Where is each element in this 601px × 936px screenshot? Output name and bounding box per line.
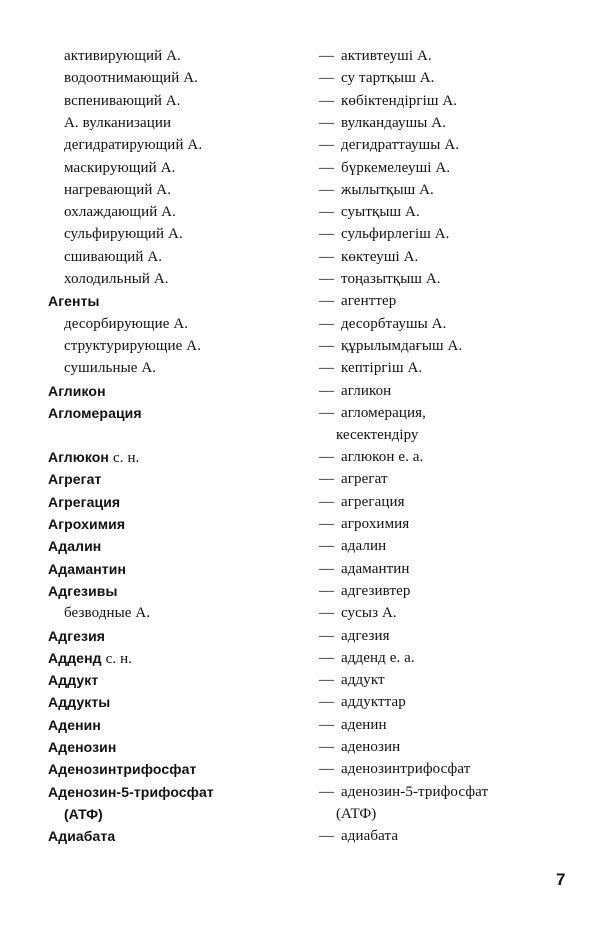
kazakh-translation-text: жылытқыш А. <box>341 181 434 198</box>
russian-term <box>48 781 214 803</box>
kazakh-translation <box>319 112 446 134</box>
russian-term <box>64 335 201 357</box>
russian-term-text: охлаждающий А. <box>64 204 176 221</box>
kazakh-translation <box>319 357 422 379</box>
kazakh-translation-continuation: кесектендіру <box>336 426 419 443</box>
russian-term-text: сушильные А. <box>64 360 157 377</box>
dictionary-entry <box>0 45 601 67</box>
dash-separator: — <box>319 404 335 421</box>
kazakh-translation-text: агломерация, <box>341 404 426 421</box>
russian-term <box>64 246 162 268</box>
russian-term-text: сшивающий А. <box>64 248 163 265</box>
kazakh-translation <box>319 535 386 557</box>
dash-separator: — <box>319 449 335 466</box>
russian-term-text: Адиабата <box>48 827 116 844</box>
russian-term-text: структурирующие А. <box>64 337 202 354</box>
dash-separator: — <box>319 137 335 154</box>
dictionary-entry <box>0 112 601 134</box>
kazakh-translation <box>319 781 488 803</box>
dash-separator: — <box>319 493 335 510</box>
kazakh-translation-text: адденд е. а. <box>341 649 415 666</box>
kazakh-translation-text: бүркемелеуші А. <box>341 159 451 176</box>
kazakh-translation <box>319 625 390 647</box>
russian-term-text: Адденд <box>48 649 102 666</box>
kazakh-translation <box>319 758 470 780</box>
kazakh-translation <box>319 223 450 245</box>
kazakh-translation <box>319 491 405 513</box>
russian-term-text: Аденозин <box>48 739 117 755</box>
dictionary-entry <box>0 736 601 758</box>
dictionary-entry <box>0 335 601 357</box>
dictionary-entry <box>0 714 601 736</box>
russian-term <box>64 134 202 156</box>
russian-term-text: Аддукт <box>48 672 99 689</box>
russian-term <box>48 691 110 713</box>
kazakh-translation-text: аденозинтрифосфат <box>341 761 471 778</box>
kazakh-translation <box>319 468 388 490</box>
russian-term <box>48 513 125 535</box>
dictionary-entry <box>0 669 601 691</box>
dash-separator: — <box>319 649 335 666</box>
kazakh-translation <box>319 602 397 624</box>
russian-term-text: Адгезивы <box>48 582 118 599</box>
russian-term-text: Агрохимия <box>48 516 126 532</box>
kazakh-translation-text: су тартқыш А. <box>341 70 435 87</box>
russian-term-text: Агенты <box>48 293 100 310</box>
kazakh-translation-text: адгезия <box>341 627 390 644</box>
dictionary-entry <box>0 246 601 268</box>
russian-term <box>48 669 98 691</box>
dash-separator: — <box>319 672 335 689</box>
dictionary-entry <box>0 290 601 312</box>
russian-term <box>64 201 176 223</box>
kazakh-translation <box>319 825 398 847</box>
dash-separator: — <box>319 293 335 310</box>
russian-term <box>64 313 188 335</box>
kazakh-translation-text: суытқыш А. <box>341 204 420 221</box>
russian-term <box>64 157 175 179</box>
dictionary-entry <box>0 625 601 647</box>
kazakh-translation-text: дегидраттаушы А. <box>341 137 460 154</box>
kazakh-translation <box>319 647 415 669</box>
russian-term-text: Аденозин-5-трифосфат <box>48 783 214 800</box>
dictionary-entry <box>0 446 601 468</box>
russian-term-text: Аденин <box>48 716 101 733</box>
kazakh-translation-text: аддукт <box>341 672 385 689</box>
russian-term <box>64 357 156 379</box>
russian-term-text: Агрегат <box>48 471 102 488</box>
kazakh-translation-text: аденозин-5-трифосфат <box>341 783 489 800</box>
kazakh-translation <box>319 67 435 89</box>
russian-term <box>64 45 181 67</box>
dictionary-entry <box>0 513 601 535</box>
kazakh-translation <box>319 90 457 112</box>
dash-separator: — <box>319 605 335 622</box>
kazakh-translation <box>319 201 420 223</box>
russian-term <box>64 112 171 134</box>
dash-separator: — <box>319 315 335 332</box>
russian-term <box>64 268 169 290</box>
kazakh-translation <box>319 669 385 691</box>
dictionary-entry <box>0 468 601 490</box>
kazakh-translation <box>319 714 387 736</box>
kazakh-translation <box>319 335 462 357</box>
kazakh-translation <box>319 736 400 758</box>
russian-term <box>48 446 139 469</box>
kazakh-translation <box>319 157 450 179</box>
russian-term <box>48 758 196 780</box>
dictionary-entry <box>0 758 601 780</box>
kazakh-translation-text: аденин <box>341 716 387 733</box>
russian-term-continuation: (АТФ) <box>64 805 103 822</box>
kazakh-translation <box>319 513 409 535</box>
dash-separator: — <box>319 226 335 243</box>
russian-term <box>48 402 142 424</box>
kazakh-translation <box>319 380 391 402</box>
kazakh-translation-text: кептіргіш А. <box>341 360 423 377</box>
kazakh-translation-text: десорбтаушы А. <box>341 315 447 332</box>
page-number: 7 <box>556 870 566 889</box>
dictionary-entry <box>0 602 601 624</box>
kazakh-translation <box>319 45 432 67</box>
kazakh-translation <box>319 179 434 201</box>
kazakh-translation <box>319 580 410 602</box>
russian-term <box>48 535 101 557</box>
kazakh-translation-text: аглюкон е. а. <box>341 449 424 466</box>
russian-term-text: Адамантин <box>48 560 127 577</box>
dash-separator: — <box>319 827 335 844</box>
dash-separator: — <box>319 159 335 176</box>
dash-separator: — <box>319 248 335 265</box>
kazakh-translation-text: вулкандаушы А. <box>341 114 447 131</box>
dash-separator: — <box>319 471 335 488</box>
dash-separator: — <box>319 627 335 644</box>
kazakh-translation-text: адгезивтер <box>341 582 411 599</box>
dash-separator: — <box>319 70 335 87</box>
russian-term <box>48 290 100 312</box>
dictionary-entry <box>0 179 601 201</box>
russian-term <box>48 380 106 402</box>
russian-term-text: сульфирующий А. <box>64 226 183 243</box>
russian-term <box>48 647 132 670</box>
dash-separator: — <box>319 271 335 287</box>
russian-term-text: Агломерация <box>48 404 142 421</box>
kazakh-translation-text: сусыз А. <box>341 605 397 622</box>
russian-term-text: десорбирующие А. <box>64 315 189 332</box>
gender-note: с. н. <box>112 450 140 467</box>
dash-separator: — <box>319 716 335 733</box>
dash-separator: — <box>319 516 335 532</box>
russian-term <box>64 179 171 201</box>
russian-term <box>48 625 105 647</box>
kazakh-translation <box>319 558 410 580</box>
dash-separator: — <box>319 114 335 131</box>
dictionary-entry <box>0 134 601 156</box>
dash-separator: — <box>319 181 335 198</box>
kazakh-translation-text: адамантин <box>341 560 410 577</box>
russian-term-text: Адалин <box>48 538 102 555</box>
dictionary-entry <box>0 67 601 89</box>
russian-term <box>64 67 198 89</box>
kazakh-translation <box>319 134 459 156</box>
dictionary-entry <box>0 580 601 602</box>
kazakh-translation <box>319 691 406 713</box>
russian-term <box>64 90 181 112</box>
kazakh-translation-continuation: (АТФ) <box>336 805 377 822</box>
russian-term-text: холодильный А. <box>64 271 169 287</box>
dash-separator: — <box>319 739 335 755</box>
russian-term-text: А. вулканизации <box>64 114 172 131</box>
russian-term-text: дегидратирующий А. <box>64 137 203 154</box>
kazakh-translation-text: адалин <box>341 538 387 555</box>
dash-separator: — <box>319 783 335 800</box>
dictionary-entry <box>0 647 601 669</box>
russian-term-text: вспенивающий А. <box>64 92 181 109</box>
dash-separator: — <box>319 360 335 377</box>
dictionary-entry <box>0 313 601 335</box>
dash-separator: — <box>319 560 335 577</box>
kazakh-translation-text: сульфирлегіш А. <box>341 226 450 243</box>
russian-term <box>48 825 115 847</box>
russian-term-text: Аглюкон <box>48 449 109 466</box>
kazakh-translation-text: көктеуші А. <box>341 248 419 265</box>
dash-separator: — <box>319 582 335 599</box>
kazakh-translation <box>319 290 396 312</box>
kazakh-translation-text: активтеуші А. <box>341 48 432 64</box>
dictionary-entry <box>0 691 601 713</box>
kazakh-translation <box>319 313 446 335</box>
russian-term-text: активирующий А. <box>64 48 181 64</box>
kazakh-translation-text: құрылымдағыш А. <box>341 337 463 354</box>
kazakh-translation <box>319 268 441 290</box>
russian-term <box>48 580 118 602</box>
dictionary-entry <box>0 825 601 847</box>
dictionary-entry <box>0 535 601 557</box>
dictionary-entry <box>0 402 601 443</box>
dictionary-entry <box>0 380 601 402</box>
gender-note: с. н. <box>105 650 133 667</box>
dash-separator: — <box>319 538 335 555</box>
russian-term-text: Агрегация <box>48 493 121 510</box>
kazakh-translation-text: адиабата <box>341 827 399 844</box>
kazakh-translation <box>319 246 418 268</box>
dictionary-entry <box>0 157 601 179</box>
russian-term-text: Адгезия <box>48 627 106 644</box>
dash-separator: — <box>319 382 335 399</box>
dash-separator: — <box>319 92 335 109</box>
russian-term-text: Аддукты <box>48 694 111 711</box>
dictionary-entry <box>0 223 601 245</box>
dash-separator: — <box>319 48 335 64</box>
kazakh-translation <box>319 446 423 468</box>
russian-term-text: Агликон <box>48 382 106 399</box>
dictionary-entry <box>0 781 601 822</box>
kazakh-translation-text: тоңазытқыш А. <box>341 271 441 287</box>
kazakh-translation-text: агенттер <box>341 293 397 310</box>
russian-term-text: Аденозинтрифосфат <box>48 761 197 778</box>
russian-term <box>48 558 126 580</box>
russian-term <box>48 736 116 758</box>
russian-term <box>48 491 120 513</box>
kazakh-translation-text: аддукттар <box>341 694 406 711</box>
russian-term <box>48 468 101 490</box>
dictionary-entry <box>0 491 601 513</box>
russian-term-text: водоотнимающий А. <box>64 70 198 87</box>
russian-term <box>64 223 183 245</box>
dictionary-entry <box>0 90 601 112</box>
kazakh-translation-text: агрегация <box>341 493 405 510</box>
dash-separator: — <box>319 204 335 221</box>
dictionary-entry <box>0 268 601 290</box>
russian-term <box>64 602 150 624</box>
dictionary-entry <box>0 201 601 223</box>
dictionary-entry <box>0 558 601 580</box>
russian-term-text: безводные А. <box>64 605 151 622</box>
kazakh-translation-text: агликон <box>341 382 392 399</box>
dash-separator: — <box>319 761 335 778</box>
kazakh-translation <box>319 402 426 424</box>
kazakh-translation-text: агрегат <box>341 471 388 488</box>
russian-term-text: нагревающий А. <box>64 181 172 198</box>
russian-term-text: маскирующий А. <box>64 159 176 176</box>
dictionary-entry <box>0 357 601 379</box>
russian-term <box>48 714 101 736</box>
kazakh-translation-text: аденозин <box>341 739 401 755</box>
dash-separator: — <box>319 694 335 711</box>
kazakh-translation-text: көбіктендіргіш А. <box>341 92 458 109</box>
dash-separator: — <box>319 337 335 354</box>
kazakh-translation-text: агрохимия <box>341 516 410 532</box>
